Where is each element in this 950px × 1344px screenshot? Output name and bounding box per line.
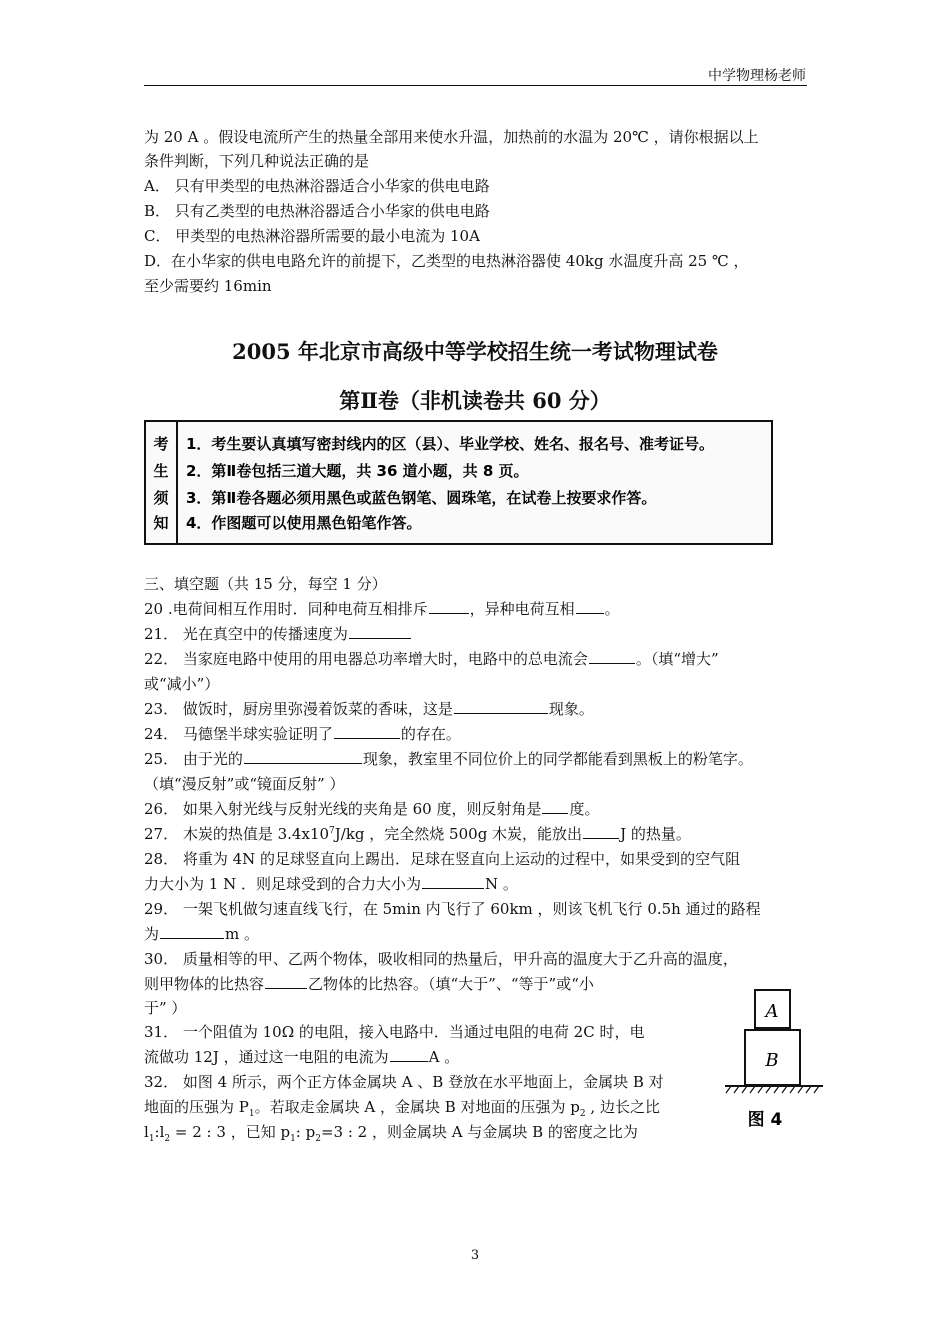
header-rule <box>144 85 807 86</box>
option-c: C． 甲类型的电热淋浴器所需要的最小电流为 10A <box>144 227 480 245</box>
candidate-notice-box <box>144 420 774 546</box>
q32-sub-1: 1 <box>248 1109 255 1119</box>
q29-text-c: m 。 <box>225 925 260 943</box>
question-25-line-2: （填“漫反射”或“镜面反射” ） <box>144 775 345 793</box>
q20-text-a: 20 .电荷间相互作用时．同种电荷互相排斥 <box>144 600 428 618</box>
answer-blank[interactable] <box>160 924 224 939</box>
q32-text-c1: l <box>144 1123 149 1141</box>
q32-sub-4: 2 <box>164 1134 171 1144</box>
intro-line-1: 为 20 A 。假设电流所产生的热量全部用来使水升温，加热前的水温为 20℃ ，请你根据以上 <box>144 128 759 146</box>
answer-blank[interactable] <box>583 824 619 839</box>
q32-text-c3: = 2 : 3 ，已知 p <box>170 1123 291 1141</box>
q26-text-b: 度。 <box>569 800 600 818</box>
q23-text-b: 现象。 <box>548 700 594 718</box>
question-21 <box>144 624 412 644</box>
q27-text-c: J 的热量。 <box>620 825 691 843</box>
notice-side-4: 知 <box>153 514 169 532</box>
notice-item-4: 4．作图题可以使用黑色铅笔作答。 <box>186 514 422 532</box>
q32-text-c4: : p <box>295 1123 316 1141</box>
section-heading: 三、填空题（共 15 分，每空 1 分） <box>144 575 387 593</box>
question-30-line-2 <box>144 974 594 994</box>
q21-text-a: 21． 光在真空中的传播速度为 <box>144 625 348 643</box>
answer-blank[interactable] <box>244 749 362 764</box>
header-author: 中学物理杨老师 <box>708 68 806 84</box>
q32-text-c5: =3 : 2 ，则金属块 A 与金属块 B 的密度之比为 <box>320 1123 638 1141</box>
option-b: B． 只有乙类型的电热淋浴器适合小华家的供电电路 <box>144 202 490 220</box>
answer-blank[interactable] <box>576 599 604 614</box>
question-24 <box>144 724 461 744</box>
answer-blank[interactable] <box>454 699 548 714</box>
question-22-line-2: 或“减小”） <box>144 675 220 693</box>
exam-title: 2005 年北京市高级中等学校招生统一考试物理试卷 <box>232 339 718 364</box>
question-32-line-2 <box>144 1097 660 1117</box>
notice-side-1: 考 <box>153 435 169 453</box>
answer-blank[interactable] <box>334 724 400 739</box>
q27-exponent: 7 <box>329 826 335 836</box>
q32-sub-5: 1 <box>290 1134 296 1144</box>
q25-text-b: 现象，教室里不同位价上的同学都能看到黑板上的粉笔字。 <box>362 750 753 768</box>
q24-text-b: 的存在。 <box>400 725 461 743</box>
question-22 <box>144 649 719 669</box>
q22-text-a: 22． 当家庭电路中使用的用电器总功率增大时，电路中的总电流会 <box>144 650 588 668</box>
q28-text-b: 力大小为 1 N ．则足球受到的合力大小为 <box>144 875 421 893</box>
q32-text-b: 地面的压强为 P <box>144 1098 249 1116</box>
answer-blank[interactable] <box>542 799 568 814</box>
block-a-label: A <box>765 1001 779 1022</box>
answer-blank[interactable] <box>349 624 411 639</box>
question-29: 29． 一架飞机做匀速直线飞行，在 5min 内飞行了 60km ，则该飞机飞行 0.5h 通过的路程 <box>144 900 761 918</box>
question-25 <box>144 749 753 769</box>
question-32: 32． 如图 4 所示，两个正方体金属块 A 、B 登放在水平地面上，金属块 B 对 <box>144 1073 664 1091</box>
option-d-line-1: D．在小华家的供电电路允许的前提下，乙类型的电热淋浴器使 40kg 水温度升高 25 ℃ ， <box>144 252 749 270</box>
figure-4-drawing <box>725 985 825 1135</box>
figure-4 <box>725 985 825 1135</box>
q25-text-a: 25． 由于光的 <box>144 750 243 768</box>
q32-sub-2: 2 <box>579 1109 586 1119</box>
q23-text-a: 23． 做饭时，厨房里弥漫着饭菜的香味，这是 <box>144 700 453 718</box>
answer-blank[interactable] <box>589 649 635 664</box>
question-23 <box>144 699 594 719</box>
question-28: 28． 将重为 4N 的足球竖直向上踢出．足球在竖直向上运动的过程中，如果受到的空气阻 <box>144 850 741 868</box>
q32-text-b2: 。若取走金属块 A ，金属块 B 对地面的压强为 p <box>254 1098 580 1116</box>
q24-text-a: 24． 马德堡半球实验证明了 <box>144 725 333 743</box>
answer-blank[interactable] <box>429 599 469 614</box>
notice-item-1: 1．考生要认真填写密封线内的区（县）、毕业学校、姓名、报名号、准考证号。 <box>186 435 714 453</box>
notice-item-3: 3．第Ⅱ卷各题必须用黑色或蓝色钢笔、圆珠笔，在试卷上按要求作答。 <box>186 489 657 507</box>
intro-line-2: 条件判断，下列几种说法正确的是 <box>144 152 370 170</box>
notice-side-3: 须 <box>153 489 169 507</box>
q31-text-b: 流做功 12J ，通过这一电阻的电流为 <box>144 1048 389 1066</box>
q28-text-c: N 。 <box>484 875 518 893</box>
answer-blank[interactable] <box>422 874 484 889</box>
question-26 <box>144 799 600 819</box>
q30-text-c: 乙物体的比热容。（填“大于”、“等于”或“小 <box>308 975 594 993</box>
question-30-line-3: 于” ） <box>144 999 187 1017</box>
ground-hatching <box>726 1086 819 1093</box>
q31-text-c: A 。 <box>428 1048 460 1066</box>
question-20 <box>144 599 620 619</box>
q32-sub-6: 2 <box>315 1134 321 1144</box>
block-b-label: B <box>765 1050 779 1071</box>
notice-frame <box>144 420 774 546</box>
q20-text-c: 。 <box>604 600 620 618</box>
q30-text-b: 则甲物体的比热容 <box>144 975 265 993</box>
q26-text-a: 26． 如果入射光线与反射光线的夹角是 60 度，则反射角是 <box>144 800 542 818</box>
q32-text-b3: , 边长之比 <box>585 1098 660 1116</box>
q27-text-b: J/kg ，完全然烧 500g 木炭，能放出 <box>334 825 583 843</box>
paper-subtitle: 第Ⅱ卷（非机读卷共 60 分） <box>339 388 611 413</box>
q32-sub-3: 1 <box>148 1134 155 1144</box>
q32-text-c2: :l <box>154 1123 165 1141</box>
page-number: 3 <box>470 1248 480 1263</box>
option-d-line-2: 至少需要约 16min <box>144 277 272 295</box>
notice-side-2: 生 <box>153 462 169 480</box>
notice-item-2: 2．第Ⅱ卷包括三道大题，共 36 道小题，共 8 页。 <box>186 462 529 480</box>
answer-blank[interactable] <box>265 974 307 989</box>
q20-text-b: ，异种电荷互相 <box>469 600 575 618</box>
q27-text-a: 27． 木炭的热值是 3.4x10 <box>144 825 330 843</box>
answer-blank[interactable] <box>390 1047 428 1062</box>
question-31-line-2 <box>144 1047 459 1067</box>
question-29-line-2 <box>144 924 259 944</box>
question-30: 30． 质量相等的甲、乙两个物体，吸收相同的热量后，甲升高的温度大于乙升高的温度， <box>144 950 738 968</box>
figure-caption: 图 4 <box>747 1110 783 1130</box>
option-a: A． 只有甲类型的电热淋浴器适合小华家的供电电路 <box>144 177 490 195</box>
question-27 <box>144 824 691 844</box>
q22-text-b: 。（填“增大” <box>635 650 719 668</box>
question-28-line-2 <box>144 874 518 894</box>
q29-text-b: 为 <box>144 925 160 943</box>
question-32-line-3 <box>144 1122 638 1142</box>
question-31: 31． 一个阻值为 10Ω 的电阻，接入电路中．当通过电阻的电荷 2C 时，电 <box>144 1023 645 1041</box>
